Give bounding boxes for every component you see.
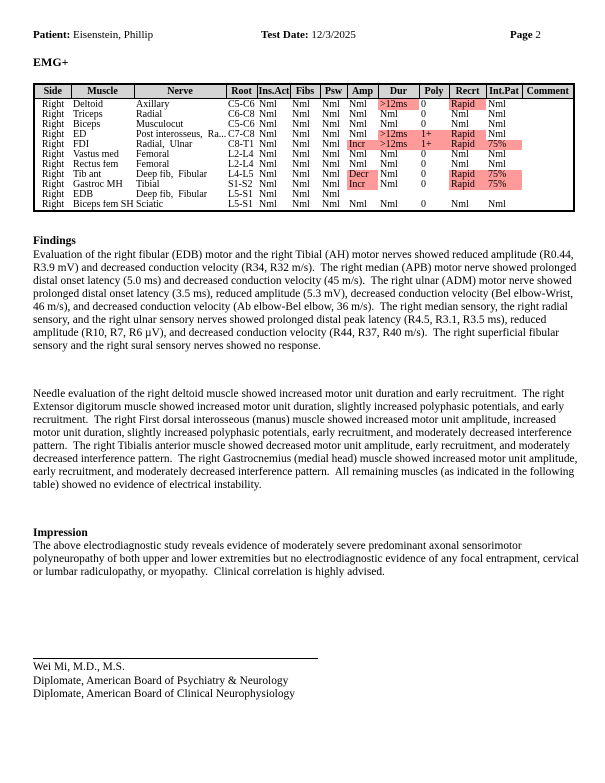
table-cell: Biceps bbox=[73, 120, 101, 130]
table-cell bbox=[522, 140, 574, 150]
table-cell bbox=[347, 190, 378, 200]
table-cell: Nml bbox=[349, 99, 367, 110]
col-fibs: Fibs bbox=[290, 84, 320, 99]
emg-results-table bbox=[33, 83, 575, 212]
table-cell bbox=[522, 150, 574, 160]
table-cell: Musculocut bbox=[136, 120, 184, 130]
table-cell: Femoral bbox=[136, 150, 170, 160]
table-cell: 0 bbox=[421, 150, 426, 160]
table-cell: Femoral bbox=[136, 160, 170, 170]
table-row bbox=[34, 190, 574, 200]
findings-paragraph-1: Evaluation of the right fibular (EDB) motor and the right Tibial (AH) motor nerves showed reduced amplitude (R0.44, R3.9 mV) and decreased conduction velocity (R34, R32 m/s). The right median (APB) motor nerve showed prolonged distal onset latency (5.0 ms) and decreased conduction velocity (45 m/s). The right ulnar (ADM) motor nerve showed prolonged distal onset latency (3.5 ms), reduced amplitude (5.3 mV), decreased conduction velocity (Bel elbow-Wrist, 46 m/s), and decreased conduction velocity (Ab elbow-Bel elbow, 36 m/s). The right median sensory, the right radial sensory, and the right ulnar sensory nerves showed prolonged distal peak latency (R4.5, R3.1, R3.5 ms), reduced amplitude (R10, R7, R6 µV), and decreased conduction velocity (R44, R37, R40 m/s). The right superficial fibular sensory and the right sural sensory nerves showed no response. bbox=[33, 249, 580, 352]
table-cell: Nml bbox=[322, 150, 340, 160]
emg-section-title: EMG+ bbox=[33, 55, 69, 69]
col-nerve: Nerve bbox=[134, 84, 226, 99]
table-cell: Nml bbox=[259, 170, 277, 180]
table-cell: Nml bbox=[322, 190, 340, 200]
table-cell: >12ms bbox=[378, 140, 419, 150]
table-cell: L4-L5 bbox=[228, 170, 254, 180]
physician-credential-1: Diplomate, American Board of Psychiatry & Neurology bbox=[33, 674, 289, 687]
table-cell: Sciatic bbox=[136, 200, 164, 210]
table-cell: Nml bbox=[259, 120, 277, 130]
table-cell: Nml bbox=[451, 120, 469, 130]
table-cell: Vastus med bbox=[73, 150, 119, 160]
table-cell: Nml bbox=[451, 200, 469, 210]
table-cell: L2-L4 bbox=[228, 150, 254, 160]
table-cell: Nml bbox=[292, 99, 310, 110]
table-cell: Nml bbox=[488, 99, 506, 110]
col-recrt: Recrt bbox=[449, 84, 486, 99]
table-cell: Nml bbox=[322, 160, 340, 170]
table-cell: >12ms bbox=[378, 130, 419, 140]
table-cell: Nml bbox=[349, 160, 367, 170]
table-cell: Nml bbox=[259, 160, 277, 170]
table-cell: Right bbox=[41, 140, 65, 150]
table-cell: Nml bbox=[349, 110, 367, 120]
table-cell: Rapid bbox=[449, 180, 486, 190]
table-row bbox=[34, 180, 574, 190]
table-cell bbox=[419, 190, 449, 200]
table-cell: Incr bbox=[347, 180, 378, 190]
table-cell: >12ms bbox=[378, 99, 419, 111]
table-cell: Nml bbox=[259, 200, 277, 210]
findings-paragraph-2: Needle evaluation of the right deltoid muscle showed increased motor unit duration and early recruitment. The right Extensor digitorum muscle showed increased motor unit duration, slightly increased polyphasic potentials, and early recruitment. The right First dorsal interosseous (manus) muscle showed increased motor unit amplitude, increased motor unit duration, slightly increased polyphasic potentials, early recruitment, and moderately decreased interference pattern. The right Tibialis anterior muscle showed decreased motor unit amplitude, early recruitment, and moderately decreased interference pattern. The right Gastrocnemius (medial head) muscle showed increased motor unit amplitude, early recruitment, and moderately decreased interference pattern. All remaining muscles (as indicated in the following table) showed no evidence of electrical instability. bbox=[33, 388, 581, 491]
table-cell: Nml bbox=[322, 130, 340, 140]
table-cell: Nml bbox=[488, 120, 506, 130]
table-cell: Nml bbox=[380, 110, 398, 120]
table-cell: L2-L4 bbox=[228, 160, 254, 170]
findings-heading: Findings bbox=[33, 235, 76, 247]
table-row bbox=[34, 160, 574, 170]
table-cell: L5-S1 bbox=[228, 200, 253, 210]
table-cell: ED bbox=[73, 130, 87, 140]
table-cell: Right bbox=[41, 200, 65, 210]
col-root: Root bbox=[226, 84, 257, 99]
table-cell: Nml bbox=[488, 130, 506, 140]
table-cell: C5-C6 bbox=[228, 99, 255, 110]
table-cell bbox=[486, 190, 522, 200]
signature-line bbox=[33, 650, 318, 659]
table-cell: 0 bbox=[421, 120, 426, 130]
col-comment: Comment bbox=[522, 84, 574, 99]
table-row bbox=[34, 200, 574, 211]
table-cell: Nml bbox=[451, 150, 469, 160]
physician-credential-2: Diplomate, American Board of Clinical Neurophysiology bbox=[33, 688, 295, 700]
table-cell: Nml bbox=[322, 140, 340, 150]
patient-value: Eisenstein, Phillip bbox=[73, 29, 154, 41]
table-cell: Nml bbox=[380, 180, 398, 190]
table-row bbox=[34, 140, 574, 150]
table-cell: Nml bbox=[292, 180, 310, 190]
table-cell bbox=[522, 130, 574, 140]
table-cell: Nml bbox=[380, 170, 398, 180]
patient-field bbox=[33, 29, 153, 41]
table-cell: Right bbox=[41, 150, 65, 160]
col-intpat: Int.Pat bbox=[486, 84, 522, 99]
table-cell bbox=[522, 120, 574, 130]
impression-paragraph: The above electrodiagnostic study reveals evidence of moderately severe predominant axonal sensorimotor polyneuropathy of both upper and lower extremities but no electrodiagnostic evidence of any focal entrapment, cervical or lumbar radiculopathy, or myopathy. Clinical correlation is highly advised. bbox=[33, 540, 582, 578]
col-poly: Poly bbox=[419, 84, 449, 99]
table-cell: Rectus fem bbox=[73, 160, 119, 170]
table-cell: Right bbox=[41, 190, 65, 200]
table-cell bbox=[378, 190, 419, 200]
table-cell: Nml bbox=[349, 130, 367, 140]
table-cell: FDI bbox=[73, 140, 90, 150]
table-cell: Right bbox=[41, 160, 65, 170]
table-cell: Nml bbox=[488, 110, 506, 120]
table-cell: Nml bbox=[292, 170, 310, 180]
signature-block bbox=[33, 650, 433, 702]
table-cell: 75% bbox=[486, 140, 522, 150]
table-cell: Nml bbox=[488, 200, 506, 210]
table-row bbox=[34, 170, 574, 180]
table-cell: 75% bbox=[486, 170, 522, 180]
col-psw: Psw bbox=[320, 84, 347, 99]
table-cell: 0 bbox=[421, 160, 426, 170]
table-cell: Nml bbox=[380, 150, 398, 160]
table-cell: Nml bbox=[380, 160, 398, 170]
col-muscle: Muscle bbox=[71, 84, 134, 99]
table-cell: Rapid bbox=[449, 170, 486, 180]
test-date-label: Test Date: bbox=[261, 29, 312, 41]
table-cell: Nml bbox=[322, 120, 340, 130]
table-cell: Deep fib, Fibular bbox=[136, 170, 208, 180]
table-cell: 0 bbox=[421, 200, 426, 210]
impression-heading: Impression bbox=[33, 527, 88, 539]
table-row bbox=[34, 99, 574, 111]
table-cell: Radial, Ulnar bbox=[136, 140, 193, 150]
table-cell: Nml bbox=[292, 110, 310, 120]
table-cell: 75% bbox=[486, 180, 522, 190]
table-cell: Nml bbox=[259, 150, 277, 160]
table-cell: Nml bbox=[322, 200, 340, 210]
table-cell bbox=[522, 99, 574, 111]
table-row bbox=[34, 110, 574, 120]
table-cell: Nml bbox=[292, 120, 310, 130]
table-cell: 0 bbox=[421, 170, 426, 180]
table-cell: Right bbox=[41, 180, 65, 190]
table-row bbox=[34, 130, 574, 140]
physician-name: Wei Mi, M.D., M.S. bbox=[33, 661, 125, 673]
page-number-value: 2 bbox=[535, 29, 541, 41]
table-cell bbox=[522, 110, 574, 120]
table-cell: Nml bbox=[259, 130, 277, 140]
table-cell: Nml bbox=[451, 110, 469, 120]
table-cell: C8-T1 bbox=[228, 140, 255, 150]
table-cell: Nml bbox=[451, 160, 469, 170]
table-cell: 0 bbox=[421, 110, 426, 120]
table-cell: Nml bbox=[488, 150, 506, 160]
table-cell: Nml bbox=[349, 120, 367, 130]
table-cell bbox=[522, 160, 574, 170]
table-cell: Tib ant bbox=[73, 170, 102, 180]
table-header bbox=[34, 84, 574, 99]
table-cell: Decr bbox=[347, 170, 378, 180]
col-insact: Ins.Act bbox=[258, 86, 290, 97]
table-cell: Right bbox=[41, 99, 65, 110]
table-cell: Right bbox=[41, 120, 65, 130]
table-cell: Nml bbox=[259, 190, 277, 200]
emg-table-body bbox=[34, 99, 574, 212]
table-cell: Nml bbox=[380, 120, 398, 130]
table-cell: Post interosseus, Ra... bbox=[136, 130, 226, 140]
table-cell: Radial bbox=[136, 110, 163, 120]
page-label: Page bbox=[510, 29, 536, 41]
table-cell: Right bbox=[41, 110, 65, 120]
table-cell: 1+ bbox=[419, 130, 449, 140]
table-cell: Axillary bbox=[136, 99, 170, 110]
table-cell: Nml bbox=[292, 160, 310, 170]
table-cell: Right bbox=[41, 130, 65, 140]
table-cell: Nml bbox=[292, 190, 310, 200]
test-date-field bbox=[261, 29, 356, 41]
page-number-field bbox=[510, 29, 541, 41]
table-cell: Nml bbox=[292, 140, 310, 150]
table-cell bbox=[522, 200, 574, 211]
table-cell: C7-C8 bbox=[228, 130, 255, 140]
table-cell: Nml bbox=[259, 180, 277, 190]
table-cell: Nml bbox=[380, 200, 398, 210]
table-cell bbox=[522, 180, 574, 190]
table-cell: Nml bbox=[488, 160, 506, 170]
table-cell bbox=[449, 190, 486, 200]
table-cell bbox=[522, 170, 574, 180]
table-cell: 1+ bbox=[419, 140, 449, 150]
table-cell: Nml bbox=[292, 130, 310, 140]
table-cell: C5-C6 bbox=[228, 120, 255, 130]
table-header-row bbox=[34, 84, 574, 99]
table-cell: Nml bbox=[292, 200, 310, 210]
table-row bbox=[34, 120, 574, 130]
table-cell: Tibial bbox=[136, 180, 160, 190]
table-cell: 0 bbox=[421, 180, 426, 190]
table-cell: Nml bbox=[322, 110, 340, 120]
test-date-value: 12/3/2025 bbox=[311, 29, 356, 41]
table-cell: Nml bbox=[349, 150, 367, 160]
table-row bbox=[34, 150, 574, 160]
table-cell: Rapid bbox=[449, 140, 486, 150]
table-cell: Right bbox=[41, 170, 65, 180]
table-cell: Nml bbox=[322, 170, 340, 180]
table-cell: Triceps bbox=[73, 110, 103, 120]
table-cell: L5-S1 bbox=[228, 190, 253, 200]
col-amp: Amp bbox=[347, 84, 378, 99]
table-cell: S1-S2 bbox=[228, 180, 253, 190]
col-side: Side bbox=[34, 84, 71, 99]
table-cell: EDB bbox=[73, 190, 93, 200]
patient-label: Patient: bbox=[33, 29, 74, 41]
table-cell: Nml bbox=[259, 110, 277, 120]
table-cell: Gastroc MH bbox=[73, 180, 123, 190]
page-header bbox=[33, 29, 578, 43]
table-cell: Nml bbox=[292, 150, 310, 160]
table-cell: Nml bbox=[322, 180, 340, 190]
table-cell: 0 bbox=[421, 99, 426, 110]
table-cell: Deep fib, Fibular bbox=[136, 190, 208, 200]
table-cell: Deltoid bbox=[73, 99, 103, 110]
col-dur: Dur bbox=[378, 84, 419, 99]
table-cell: Rapid bbox=[449, 99, 486, 111]
table-cell: Incr bbox=[347, 140, 378, 150]
table-cell: C6-C8 bbox=[228, 110, 255, 120]
table-cell: Biceps fem SH bbox=[73, 200, 134, 210]
table-cell: Nml bbox=[259, 140, 277, 150]
table-cell: Nml bbox=[349, 200, 367, 210]
table-cell bbox=[522, 190, 574, 200]
table-cell: Rapid bbox=[449, 130, 486, 140]
table-cell: Nml bbox=[322, 99, 340, 110]
table-cell: Nml bbox=[259, 99, 277, 110]
